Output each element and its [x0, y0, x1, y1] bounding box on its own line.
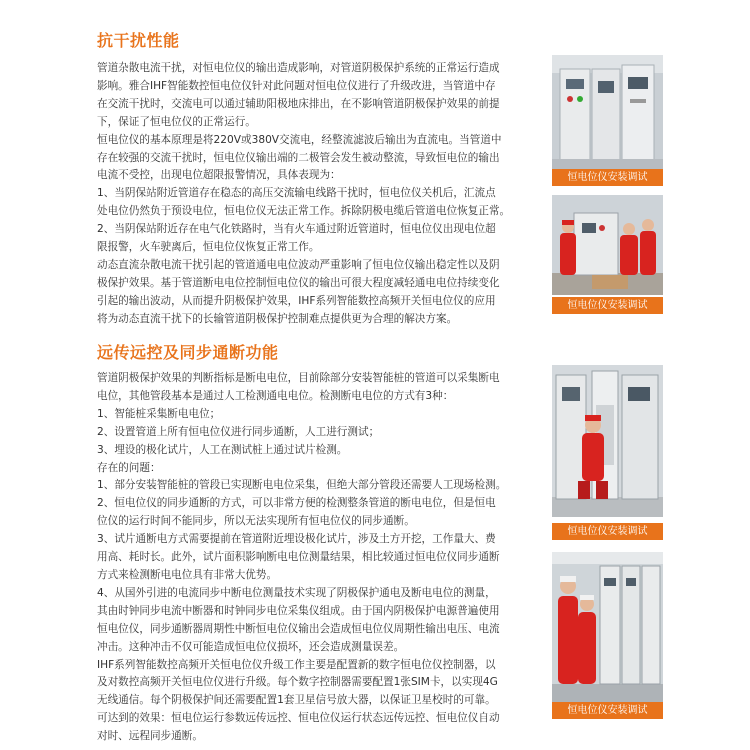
text-line: 管道杂散电流干扰，对恒电位仪的输出造成影响，对管道阴极保护系统的正常运行造成 — [97, 62, 500, 74]
workers-cabinet-photo — [552, 195, 663, 295]
text-line: 2、设置管道上所有恒电位仪进行同步通断，人工进行测试； — [97, 425, 380, 438]
text-line: 及对数控高频开关恒电位仪进行升级。每个数字控制器需要配置1张SIM卡，以实现4G — [97, 676, 498, 689]
text-line: 管道阴极保护效果的判断指标是断电电位，目前除部分安装智能桩的管道可以采集断电 — [97, 372, 500, 384]
workers-cabinet-row-photo — [552, 552, 663, 702]
photo-caption: 恒电位仪安装调试 — [552, 702, 663, 719]
text-line: 对时、远程同步通断。 — [97, 730, 203, 743]
text-line: 动态直流杂散电流干扰引起的管道通电电位波动严重影响了恒电位仪输出稳定性以及阴 — [97, 258, 500, 271]
text-line: 恒电位仪，同步通断器周期性中断恒电位仪输出会造成恒电位仪周期性输出电压、电流 — [97, 622, 500, 635]
text-line: 2、恒电位仪的同步通断的方式，可以非常方便的检测整条管道的断电电位，但是恒电 — [97, 497, 496, 510]
cabinet-room-photo — [552, 55, 663, 169]
section-title-anti-interference: 抗干扰性能 — [97, 31, 180, 50]
photo-caption: 恒电位仪安装调试 — [552, 523, 663, 540]
text-line: 方式来检测断电电位具有非常大优势。 — [97, 568, 278, 581]
text-line: 无线通信。每个阴极保护间还需要配置1套卫星信号放大器，以保证卫星校时的可靠。 — [97, 694, 496, 707]
text-line: 1、智能桩采集断电电位； — [97, 407, 221, 420]
text-line: 其由时钟同步电流中断器和时钟同步电位采集仪组成。由于国内阴极保护电源普遍使用 — [97, 604, 500, 617]
text-line: 电流不受控，出现电位超限报警情况，具体表现为： — [97, 169, 341, 182]
worker-open-cabinet-photo — [552, 365, 663, 517]
text-line: 极保护效果。基于管道断电电位控制恒电位仪的输出可很大程度减轻通电电位持续变化 — [97, 276, 500, 289]
text-line: 3、埋设的极化试片，人工在测试桩上通过试片检测。 — [97, 443, 348, 456]
text-line: 2、当阴保站附近存在电气化铁路时，当有火车通过附近管道时，恒电位仪出现电位超 — [97, 223, 496, 236]
text-line: 位仪的运行时间不能同步，所以无法实现所有恒电位仪的同步通断。 — [97, 515, 415, 528]
text-line: 电位，其他管段基本是通过人工检测通电电位。检测断电电位的方式有3种： — [97, 389, 454, 402]
text-line: 1、部分安装智能桩的管段已实现断电电位采集，但绝大部分管段还需要人工现场检测。 — [97, 479, 507, 492]
section-title-remote-control: 远传远控及同步通断功能 — [97, 343, 279, 362]
text-line: 恒电位仪的基本原理是将220V或380V交流电，经整流滤波后输出为直流电。当管道中 — [97, 133, 502, 146]
text-line: 用高、耗时长。此外，试片面积影响断电电位测量结果，相比较通过恒电位仪同步通断 — [97, 551, 500, 564]
text-line: 影响。雅合IHF智能数控恒电位仪针对此问题对恒电位仪进行了升级改进，当管道中存 — [97, 79, 496, 92]
text-line: 1、当阴保站附近管道存在稳态的高压交流输电线路干扰时，恒电位仪关机后，汇流点 — [97, 187, 496, 200]
text-line: 引起的输出波动，从而提升阴极保护效果，IHF系列智能数控高频开关恒电位仪的应用 — [97, 294, 496, 307]
text-line: 3、试片通断电方式需要提前在管道附近埋设极化试片，涉及土方开挖，工作量大、费 — [97, 533, 496, 546]
text-line: 可达到的效果：恒电位运行参数远传远控、恒电位仪运行状态远传远控、恒电位仪自动 — [97, 712, 500, 725]
text-line: 在交流干扰时，交流电可以通过辅助阳极地床排出，在不影响管道阴极保护效果的前提 — [97, 97, 500, 110]
text-line: 存在较强的交流干扰时，恒电位仪输出端的二极管会发生被动整流，导致恒电位的输出 — [97, 151, 500, 164]
text-line: 冲击。这种冲击不仅可能造成恒电位仪损坏，还会造成测量误差。 — [97, 640, 405, 653]
photo-caption: 恒电位仪安装调试 — [552, 169, 663, 186]
text-line: 处电位仍然负于预设电位，恒电位仪无法正常工作。拆除阴极电缆后管道电位恢复正常。 — [97, 205, 511, 218]
photo-caption: 恒电位仪安装调试 — [552, 297, 663, 314]
text-line: 存在的问题： — [97, 461, 161, 474]
text-line: 4、从国外引进的电流同步中断电位测量技术实现了阴极保护通电及断电电位的测量， — [97, 586, 496, 599]
text-line: 限报警，火车驶离后，恒电位仪恢复正常工作。 — [97, 241, 320, 254]
section-body-anti-interference — [97, 60, 540, 329]
section-body-remote-control — [97, 370, 540, 746]
text-line: IHF系列智能数控高频开关恒电位仪升级工作主要是配置新的数字恒电位仪控制器，以 — [97, 658, 496, 671]
text-line: 下，保证了恒电位仪的正常运行。 — [97, 115, 256, 128]
text-line: 将为动态直流干扰下的长输管道阴极保护控制难点提供更为合理的解决方案。 — [97, 312, 458, 325]
